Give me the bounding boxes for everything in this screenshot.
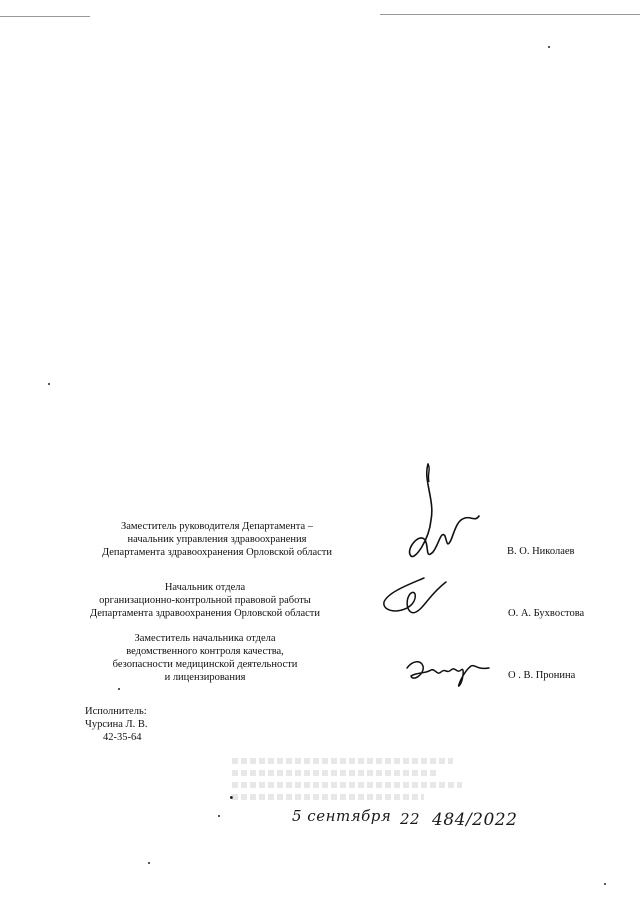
signatory-2-name: О. А. Бухвостова	[508, 608, 585, 619]
signatory-3-title	[90, 632, 320, 684]
title-line: Заместитель руководителя Департамента –	[120, 521, 314, 532]
signatory-3-name: О . В. Пронина	[508, 670, 576, 681]
registration-year: 22	[400, 810, 421, 828]
scan-speck	[48, 383, 50, 385]
signatory-2-title	[80, 581, 330, 620]
scan-speck	[218, 815, 220, 817]
title-line: Департамента здравоохранения Орловской области	[101, 547, 332, 558]
registration-date: 5 сентября	[292, 807, 392, 825]
executor-phone: 42-35-64	[103, 732, 142, 743]
executor-name: Чурсина Л. В.	[85, 719, 148, 730]
signature-nikolaev	[395, 460, 485, 570]
scan-edge-line	[380, 14, 640, 15]
title-line: организационно-контрольной правовой работы	[99, 595, 311, 606]
executor-block	[85, 705, 148, 744]
title-line: безопасности медицинской деятельности	[112, 659, 298, 670]
signature-bukhvostova	[380, 572, 450, 622]
registration-number: 484/2022	[432, 810, 518, 830]
title-line: Департамента здравоохранения Орловской области	[89, 608, 320, 619]
title-line: Начальник отдела	[164, 582, 246, 593]
title-line: Заместитель начальника отдела	[134, 633, 276, 644]
signature-pronina	[403, 654, 493, 694]
title-line: ведомственного контроля качества,	[126, 646, 284, 657]
scan-edge-line	[0, 16, 90, 17]
title-line: и лицензирования	[164, 672, 246, 683]
executor-label: Исполнитель:	[85, 706, 147, 717]
scan-speck	[604, 883, 606, 885]
scan-speck	[118, 688, 120, 690]
signatory-1-name: В. О. Николаев	[507, 546, 575, 557]
scan-speck	[548, 46, 550, 48]
title-line: начальник управления здравоохранения	[127, 534, 307, 545]
scan-speck	[148, 862, 150, 864]
signatory-1-title	[92, 520, 342, 559]
